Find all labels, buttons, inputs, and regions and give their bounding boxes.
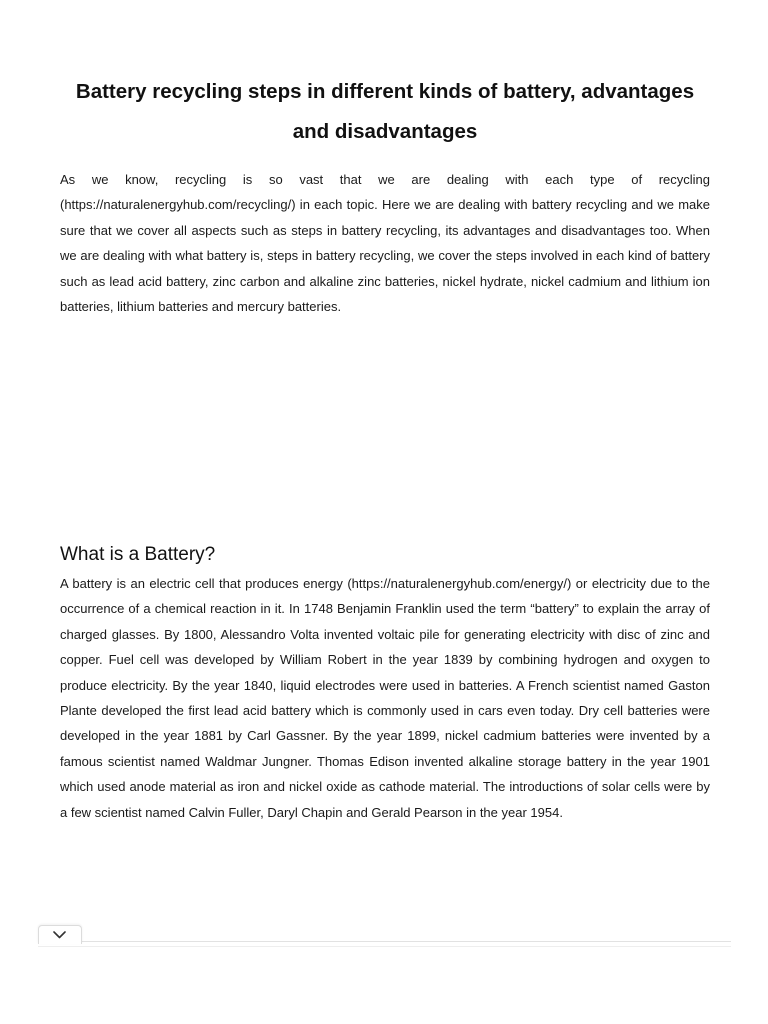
intro-paragraph: As we know, recycling is so vast that we are dealing with each type of recycling (https://naturalenergyhub.com/recycling/) in each topic. Here we are dealing with battery recycling and we make sure that we cover all aspects such as steps in battery recycling, its advantages and disadvantages too. When we are dealing with what battery is, steps in battery recycling, we cover the steps involved in each kind of battery such as lead acid battery, zinc carbon and alkaline zinc batteries, nickel hydrate, nickel cadmium and lithium ion batteries, lithium batteries and mercury batteries. xyxy=(60,172,710,315)
section-heading: What is a Battery? xyxy=(60,544,216,565)
document-title: Battery recycling steps in different kinds of battery, advantages and disadvantages xyxy=(75,80,695,143)
collapse-toggle-button[interactable] xyxy=(38,925,82,944)
section-paragraph: A battery is an electric cell that produces energy (https://naturalenergyhub.com/energy/) or electricity due to the occurrence of a chemical reaction in it. In 1748 Benjamin Franklin used the term “battery” to explain the array of charged glasses. By 1800, Alessandro Volta invented voltaic pile for generating electricity with disc of zinc and copper. Fuel cell was developed by William Robert in the year 1839 by combining hydrogen and oxygen to produce electricity. By the year 1840, liquid electrodes were used in batteries. A French scientist named Gaston Plante developed the first lead acid battery which is commonly used in cars even today. Dry cell batteries were developed in the year 1881 by Carl Gassner. By the year 1899, nickel cadmium batteries were invented by a famous scientist named Waldmar Jungner. Thomas Edison invented alkaline storage battery in the year 1901 which used anode material as iron and nickel oxide as cathode material. The introductions of solar cells were by a few scientist named Calvin Fuller, Daryl Chapin and Gerald Pearson in the year 1954. xyxy=(60,576,710,820)
bottom-divider xyxy=(38,941,731,947)
chevron-down-icon xyxy=(53,931,66,939)
